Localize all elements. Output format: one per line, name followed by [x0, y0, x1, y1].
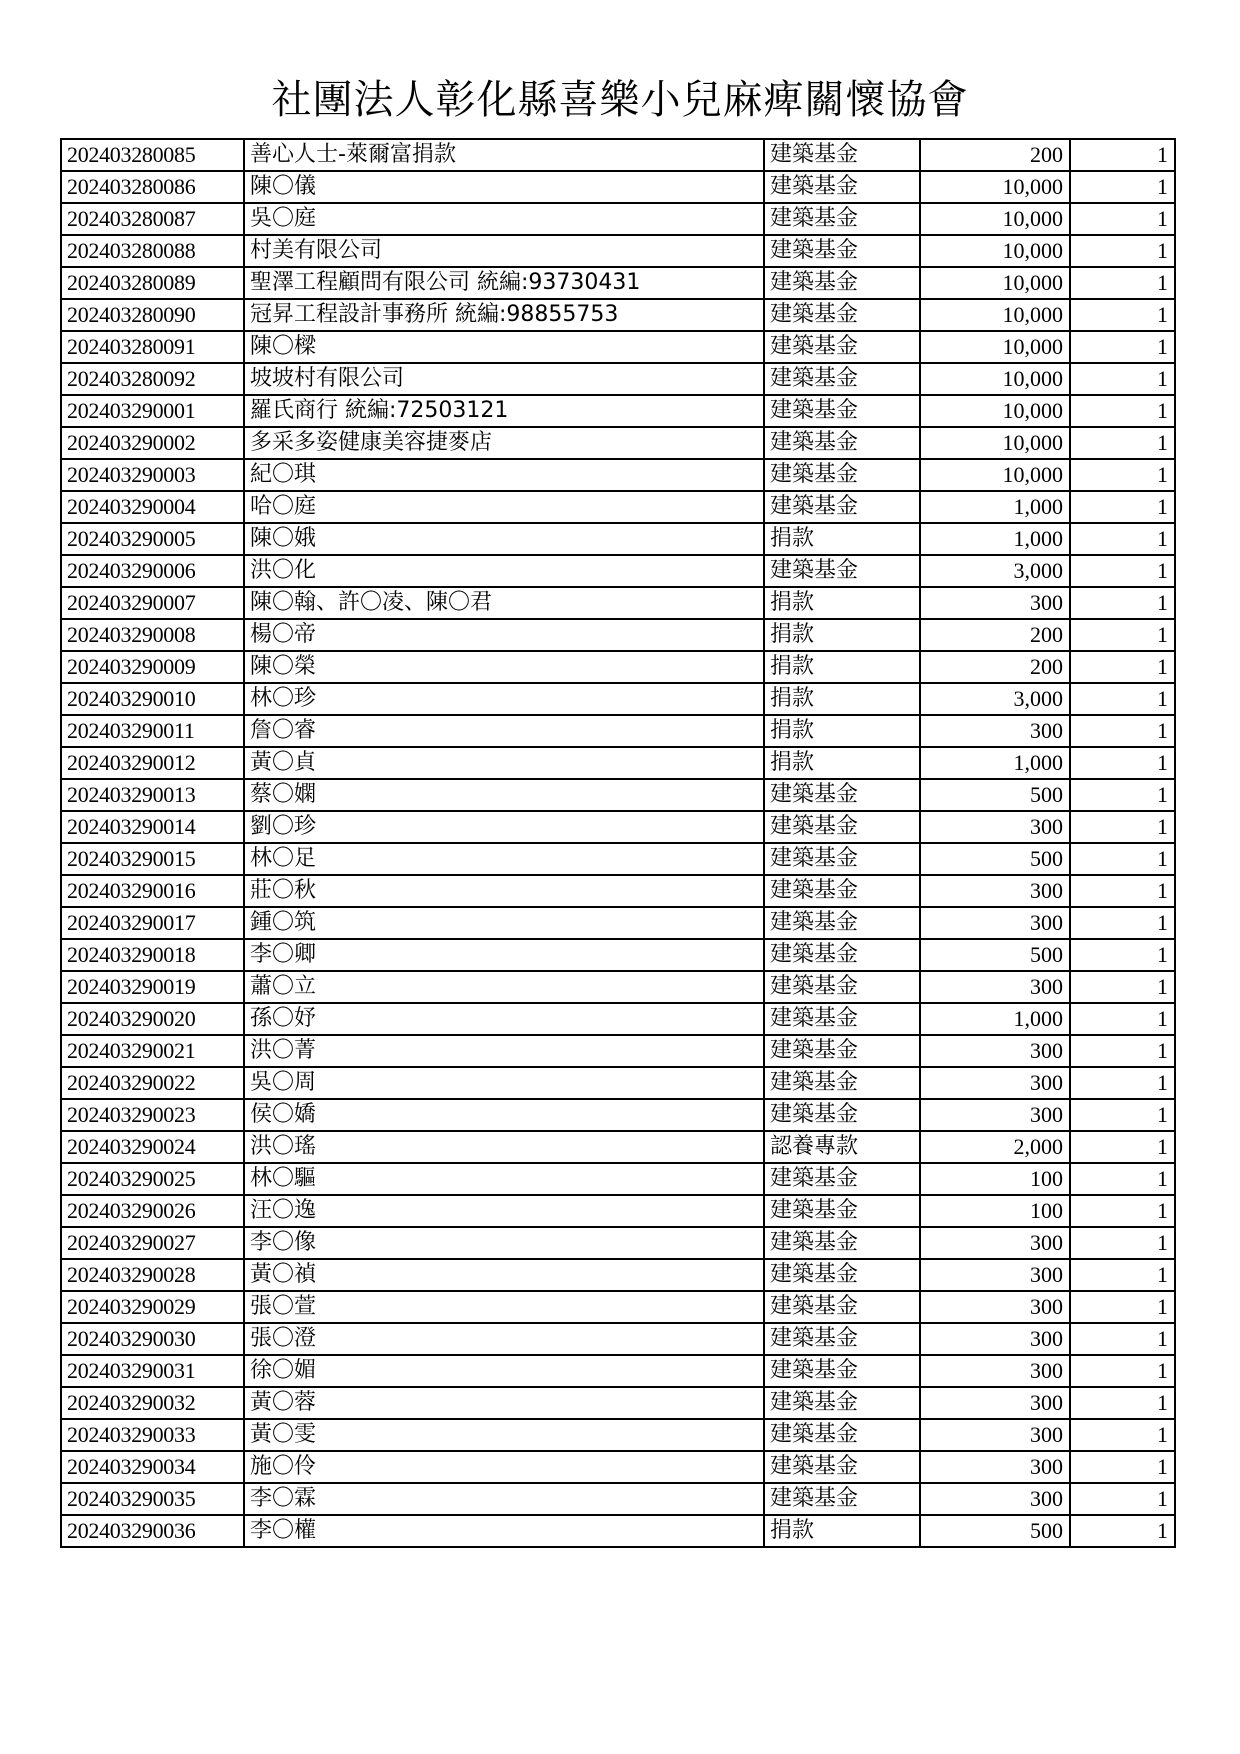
donation-category-cell: 建築基金 [764, 203, 920, 235]
donation-category-cell: 捐款 [764, 523, 920, 555]
table-row [61, 779, 1175, 811]
count-cell: 1 [1070, 875, 1175, 907]
receipt-number-cell: 202403280088 [61, 235, 244, 267]
donor-name-cell: 羅氏商行 統編:72503121 [244, 395, 764, 427]
amount-cell: 300 [920, 907, 1070, 939]
count-cell: 1 [1070, 1355, 1175, 1387]
count-cell: 1 [1070, 395, 1175, 427]
donor-name-cell: 李〇像 [244, 1227, 764, 1259]
amount-cell: 10,000 [920, 459, 1070, 491]
receipt-number-cell: 202403290022 [61, 1067, 244, 1099]
donation-category-cell: 捐款 [764, 619, 920, 651]
table-row [61, 171, 1175, 203]
count-cell: 1 [1070, 1003, 1175, 1035]
count-cell: 1 [1070, 363, 1175, 395]
count-cell: 1 [1070, 1259, 1175, 1291]
table-row [61, 875, 1175, 907]
table-row [61, 1451, 1175, 1483]
receipt-number-cell: 202403290003 [61, 459, 244, 491]
donor-name-cell: 紀〇琪 [244, 459, 764, 491]
count-cell: 1 [1070, 811, 1175, 843]
donor-name-cell: 李〇霖 [244, 1483, 764, 1515]
donor-name-cell: 多采多姿健康美容捷麥店 [244, 427, 764, 459]
table-row [61, 1515, 1175, 1547]
donor-name-cell: 冠昇工程設計事務所 統編:98855753 [244, 299, 764, 331]
donor-name-cell: 黃〇蓉 [244, 1387, 764, 1419]
amount-cell: 200 [920, 619, 1070, 651]
table-row [61, 1355, 1175, 1387]
table-row [61, 203, 1175, 235]
amount-cell: 2,000 [920, 1131, 1070, 1163]
donor-name-cell: 劉〇珍 [244, 811, 764, 843]
receipt-number-cell: 202403290006 [61, 555, 244, 587]
receipt-number-cell: 202403290017 [61, 907, 244, 939]
donation-category-cell: 建築基金 [764, 491, 920, 523]
table-row [61, 1195, 1175, 1227]
donation-category-cell: 捐款 [764, 651, 920, 683]
donation-category-cell: 建築基金 [764, 1067, 920, 1099]
table-row [61, 1387, 1175, 1419]
donation-category-cell: 建築基金 [764, 939, 920, 971]
amount-cell: 10,000 [920, 395, 1070, 427]
table-row [61, 331, 1175, 363]
receipt-number-cell: 202403280091 [61, 331, 244, 363]
donation-category-cell: 捐款 [764, 747, 920, 779]
donation-category-cell: 捐款 [764, 587, 920, 619]
table-row [61, 299, 1175, 331]
amount-cell: 10,000 [920, 363, 1070, 395]
receipt-number-cell: 202403290024 [61, 1131, 244, 1163]
count-cell: 1 [1070, 747, 1175, 779]
count-cell: 1 [1070, 587, 1175, 619]
receipt-number-cell: 202403290035 [61, 1483, 244, 1515]
donor-name-cell: 洪〇菁 [244, 1035, 764, 1067]
count-cell: 1 [1070, 203, 1175, 235]
table-row [61, 1483, 1175, 1515]
receipt-number-cell: 202403280092 [61, 363, 244, 395]
receipt-number-cell: 202403290031 [61, 1355, 244, 1387]
donor-name-cell: 林〇珍 [244, 683, 764, 715]
donor-name-cell: 侯〇嬌 [244, 1099, 764, 1131]
amount-cell: 300 [920, 1419, 1070, 1451]
donation-category-cell: 建築基金 [764, 1323, 920, 1355]
donation-category-cell: 建築基金 [764, 1163, 920, 1195]
donor-name-cell: 陳〇儀 [244, 171, 764, 203]
table-row [61, 267, 1175, 299]
amount-cell: 10,000 [920, 299, 1070, 331]
receipt-number-cell: 202403290032 [61, 1387, 244, 1419]
receipt-number-cell: 202403290029 [61, 1291, 244, 1323]
donation-category-cell: 建築基金 [764, 363, 920, 395]
donation-category-cell: 建築基金 [764, 1419, 920, 1451]
receipt-number-cell: 202403290030 [61, 1323, 244, 1355]
table-row [61, 1131, 1175, 1163]
donor-name-cell: 吳〇庭 [244, 203, 764, 235]
count-cell: 1 [1070, 555, 1175, 587]
count-cell: 1 [1070, 651, 1175, 683]
receipt-number-cell: 202403290010 [61, 683, 244, 715]
donation-category-cell: 建築基金 [764, 395, 920, 427]
amount-cell: 10,000 [920, 267, 1070, 299]
receipt-number-cell: 202403290027 [61, 1227, 244, 1259]
donor-name-cell: 坡坡村有限公司 [244, 363, 764, 395]
table-row [61, 555, 1175, 587]
amount-cell: 300 [920, 715, 1070, 747]
count-cell: 1 [1070, 715, 1175, 747]
donation-category-cell: 建築基金 [764, 1003, 920, 1035]
donor-name-cell: 村美有限公司 [244, 235, 764, 267]
table-row [61, 459, 1175, 491]
table-row [61, 747, 1175, 779]
donor-name-cell: 黃〇禎 [244, 1259, 764, 1291]
donor-name-cell: 徐〇媚 [244, 1355, 764, 1387]
receipt-number-cell: 202403290033 [61, 1419, 244, 1451]
donation-category-cell: 建築基金 [764, 971, 920, 1003]
receipt-number-cell: 202403280086 [61, 171, 244, 203]
amount-cell: 10,000 [920, 203, 1070, 235]
donor-name-cell: 洪〇瑤 [244, 1131, 764, 1163]
receipt-number-cell: 202403290005 [61, 523, 244, 555]
count-cell: 1 [1070, 1131, 1175, 1163]
donor-name-cell: 吳〇周 [244, 1067, 764, 1099]
amount-cell: 300 [920, 1227, 1070, 1259]
donation-category-cell: 建築基金 [764, 1195, 920, 1227]
receipt-number-cell: 202403290016 [61, 875, 244, 907]
count-cell: 1 [1070, 235, 1175, 267]
donor-name-cell: 黃〇雯 [244, 1419, 764, 1451]
table-row [61, 523, 1175, 555]
amount-cell: 1,000 [920, 747, 1070, 779]
amount-cell: 10,000 [920, 235, 1070, 267]
receipt-number-cell: 202403290007 [61, 587, 244, 619]
count-cell: 1 [1070, 683, 1175, 715]
amount-cell: 10,000 [920, 171, 1070, 203]
table-row [61, 651, 1175, 683]
count-cell: 1 [1070, 1419, 1175, 1451]
table-row [61, 1099, 1175, 1131]
receipt-number-cell: 202403280087 [61, 203, 244, 235]
count-cell: 1 [1070, 1099, 1175, 1131]
amount-cell: 1,000 [920, 523, 1070, 555]
receipt-number-cell: 202403280090 [61, 299, 244, 331]
amount-cell: 300 [920, 1483, 1070, 1515]
amount-cell: 300 [920, 875, 1070, 907]
amount-cell: 3,000 [920, 555, 1070, 587]
receipt-number-cell: 202403290002 [61, 427, 244, 459]
donation-category-cell: 建築基金 [764, 459, 920, 491]
table-row [61, 1067, 1175, 1099]
receipt-number-cell: 202403290034 [61, 1451, 244, 1483]
donation-category-cell: 建築基金 [764, 267, 920, 299]
table-row [61, 907, 1175, 939]
donation-category-cell: 建築基金 [764, 1035, 920, 1067]
count-cell: 1 [1070, 1067, 1175, 1099]
table-row [61, 1259, 1175, 1291]
amount-cell: 300 [920, 1323, 1070, 1355]
donation-category-cell: 建築基金 [764, 907, 920, 939]
receipt-number-cell: 202403290023 [61, 1099, 244, 1131]
amount-cell: 300 [920, 811, 1070, 843]
amount-cell: 300 [920, 1035, 1070, 1067]
donor-name-cell: 李〇權 [244, 1515, 764, 1547]
table-row [61, 1323, 1175, 1355]
count-cell: 1 [1070, 1291, 1175, 1323]
table-row [61, 1163, 1175, 1195]
count-cell: 1 [1070, 1195, 1175, 1227]
count-cell: 1 [1070, 491, 1175, 523]
donor-name-cell: 鍾〇筑 [244, 907, 764, 939]
amount-cell: 300 [920, 1067, 1070, 1099]
receipt-number-cell: 202403280085 [61, 139, 244, 171]
amount-cell: 300 [920, 587, 1070, 619]
donation-category-cell: 建築基金 [764, 235, 920, 267]
count-cell: 1 [1070, 779, 1175, 811]
table-row [61, 1003, 1175, 1035]
receipt-number-cell: 202403290008 [61, 619, 244, 651]
count-cell: 1 [1070, 907, 1175, 939]
count-cell: 1 [1070, 427, 1175, 459]
table-row [61, 1227, 1175, 1259]
count-cell: 1 [1070, 1515, 1175, 1547]
donor-name-cell: 林〇驅 [244, 1163, 764, 1195]
amount-cell: 300 [920, 1291, 1070, 1323]
donor-name-cell: 洪〇化 [244, 555, 764, 587]
receipt-number-cell: 202403290015 [61, 843, 244, 875]
amount-cell: 200 [920, 651, 1070, 683]
receipt-number-cell: 202403290013 [61, 779, 244, 811]
donor-name-cell: 黃〇貞 [244, 747, 764, 779]
table-row [61, 363, 1175, 395]
count-cell: 1 [1070, 1323, 1175, 1355]
receipt-number-cell: 202403290009 [61, 651, 244, 683]
count-cell: 1 [1070, 523, 1175, 555]
donation-category-cell: 建築基金 [764, 811, 920, 843]
receipt-number-cell: 202403290001 [61, 395, 244, 427]
table-row [61, 843, 1175, 875]
donation-category-cell: 建築基金 [764, 1387, 920, 1419]
donor-name-cell: 楊〇帝 [244, 619, 764, 651]
donor-name-cell: 哈〇庭 [244, 491, 764, 523]
amount-cell: 100 [920, 1163, 1070, 1195]
count-cell: 1 [1070, 971, 1175, 1003]
donor-name-cell: 聖澤工程顧問有限公司 統編:93730431 [244, 267, 764, 299]
receipt-number-cell: 202403290012 [61, 747, 244, 779]
receipt-number-cell: 202403290025 [61, 1163, 244, 1195]
amount-cell: 200 [920, 139, 1070, 171]
count-cell: 1 [1070, 1483, 1175, 1515]
table-row [61, 139, 1175, 171]
receipt-number-cell: 202403290011 [61, 715, 244, 747]
donor-name-cell: 蔡〇嫻 [244, 779, 764, 811]
donation-category-cell: 建築基金 [764, 555, 920, 587]
amount-cell: 500 [920, 1515, 1070, 1547]
amount-cell: 300 [920, 1387, 1070, 1419]
donor-name-cell: 善心人士-萊爾富捐款 [244, 139, 764, 171]
donor-name-cell: 施〇伶 [244, 1451, 764, 1483]
receipt-number-cell: 202403290014 [61, 811, 244, 843]
receipt-number-cell: 202403290020 [61, 1003, 244, 1035]
count-cell: 1 [1070, 939, 1175, 971]
donor-name-cell: 陳〇樑 [244, 331, 764, 363]
receipt-number-cell: 202403290019 [61, 971, 244, 1003]
table-row [61, 491, 1175, 523]
donation-category-cell: 捐款 [764, 1515, 920, 1547]
count-cell: 1 [1070, 1035, 1175, 1067]
donation-category-cell: 建築基金 [764, 1099, 920, 1131]
donation-table [60, 138, 1176, 1548]
donation-category-cell: 建築基金 [764, 1451, 920, 1483]
table-row [61, 619, 1175, 651]
count-cell: 1 [1070, 1163, 1175, 1195]
count-cell: 1 [1070, 619, 1175, 651]
receipt-number-cell: 202403290028 [61, 1259, 244, 1291]
donation-category-cell: 建築基金 [764, 1483, 920, 1515]
table-row [61, 715, 1175, 747]
table-row [61, 683, 1175, 715]
page-title: 社團法人彰化縣喜樂小兒麻痺關懷協會 [271, 77, 969, 123]
donor-name-cell: 陳〇翰、許〇凌、陳〇君 [244, 587, 764, 619]
donor-name-cell: 汪〇逸 [244, 1195, 764, 1227]
amount-cell: 500 [920, 779, 1070, 811]
donation-category-cell: 建築基金 [764, 139, 920, 171]
amount-cell: 1,000 [920, 491, 1070, 523]
count-cell: 1 [1070, 1227, 1175, 1259]
donation-category-cell: 建築基金 [764, 171, 920, 203]
count-cell: 1 [1070, 843, 1175, 875]
donation-category-cell: 認養專款 [764, 1131, 920, 1163]
amount-cell: 300 [920, 1099, 1070, 1131]
count-cell: 1 [1070, 139, 1175, 171]
amount-cell: 300 [920, 1451, 1070, 1483]
donor-name-cell: 張〇澄 [244, 1323, 764, 1355]
table-row [61, 811, 1175, 843]
donor-name-cell: 張〇萱 [244, 1291, 764, 1323]
donor-name-cell: 林〇足 [244, 843, 764, 875]
amount-cell: 1,000 [920, 1003, 1070, 1035]
donation-category-cell: 建築基金 [764, 299, 920, 331]
count-cell: 1 [1070, 1451, 1175, 1483]
table-row [61, 939, 1175, 971]
amount-cell: 300 [920, 1355, 1070, 1387]
donor-name-cell: 詹〇睿 [244, 715, 764, 747]
table-row [61, 427, 1175, 459]
amount-cell: 10,000 [920, 427, 1070, 459]
donation-category-cell: 建築基金 [764, 331, 920, 363]
donation-category-cell: 建築基金 [764, 1355, 920, 1387]
receipt-number-cell: 202403290018 [61, 939, 244, 971]
amount-cell: 500 [920, 843, 1070, 875]
receipt-number-cell: 202403290021 [61, 1035, 244, 1067]
amount-cell: 100 [920, 1195, 1070, 1227]
donor-name-cell: 李〇卿 [244, 939, 764, 971]
table-row [61, 1291, 1175, 1323]
amount-cell: 10,000 [920, 331, 1070, 363]
amount-cell: 500 [920, 939, 1070, 971]
donation-category-cell: 建築基金 [764, 1259, 920, 1291]
donor-name-cell: 蕭〇立 [244, 971, 764, 1003]
table-row [61, 235, 1175, 267]
table-row [61, 1419, 1175, 1451]
donor-name-cell: 莊〇秋 [244, 875, 764, 907]
donation-category-cell: 建築基金 [764, 427, 920, 459]
amount-cell: 300 [920, 971, 1070, 1003]
donation-category-cell: 捐款 [764, 683, 920, 715]
receipt-number-cell: 202403280089 [61, 267, 244, 299]
count-cell: 1 [1070, 299, 1175, 331]
receipt-number-cell: 202403290026 [61, 1195, 244, 1227]
receipt-number-cell: 202403290004 [61, 491, 244, 523]
table-row [61, 1035, 1175, 1067]
donation-table-body [61, 139, 1175, 1547]
table-row [61, 587, 1175, 619]
donation-category-cell: 建築基金 [764, 1227, 920, 1259]
count-cell: 1 [1070, 267, 1175, 299]
count-cell: 1 [1070, 331, 1175, 363]
donor-name-cell: 孫〇妤 [244, 1003, 764, 1035]
count-cell: 1 [1070, 1387, 1175, 1419]
donor-name-cell: 陳〇娥 [244, 523, 764, 555]
count-cell: 1 [1070, 171, 1175, 203]
donation-category-cell: 建築基金 [764, 1291, 920, 1323]
receipt-number-cell: 202403290036 [61, 1515, 244, 1547]
table-row [61, 395, 1175, 427]
count-cell: 1 [1070, 459, 1175, 491]
donor-name-cell: 陳〇榮 [244, 651, 764, 683]
amount-cell: 300 [920, 1259, 1070, 1291]
donation-category-cell: 建築基金 [764, 843, 920, 875]
table-row [61, 971, 1175, 1003]
donation-category-cell: 捐款 [764, 715, 920, 747]
donation-category-cell: 建築基金 [764, 779, 920, 811]
amount-cell: 3,000 [920, 683, 1070, 715]
donation-category-cell: 建築基金 [764, 875, 920, 907]
